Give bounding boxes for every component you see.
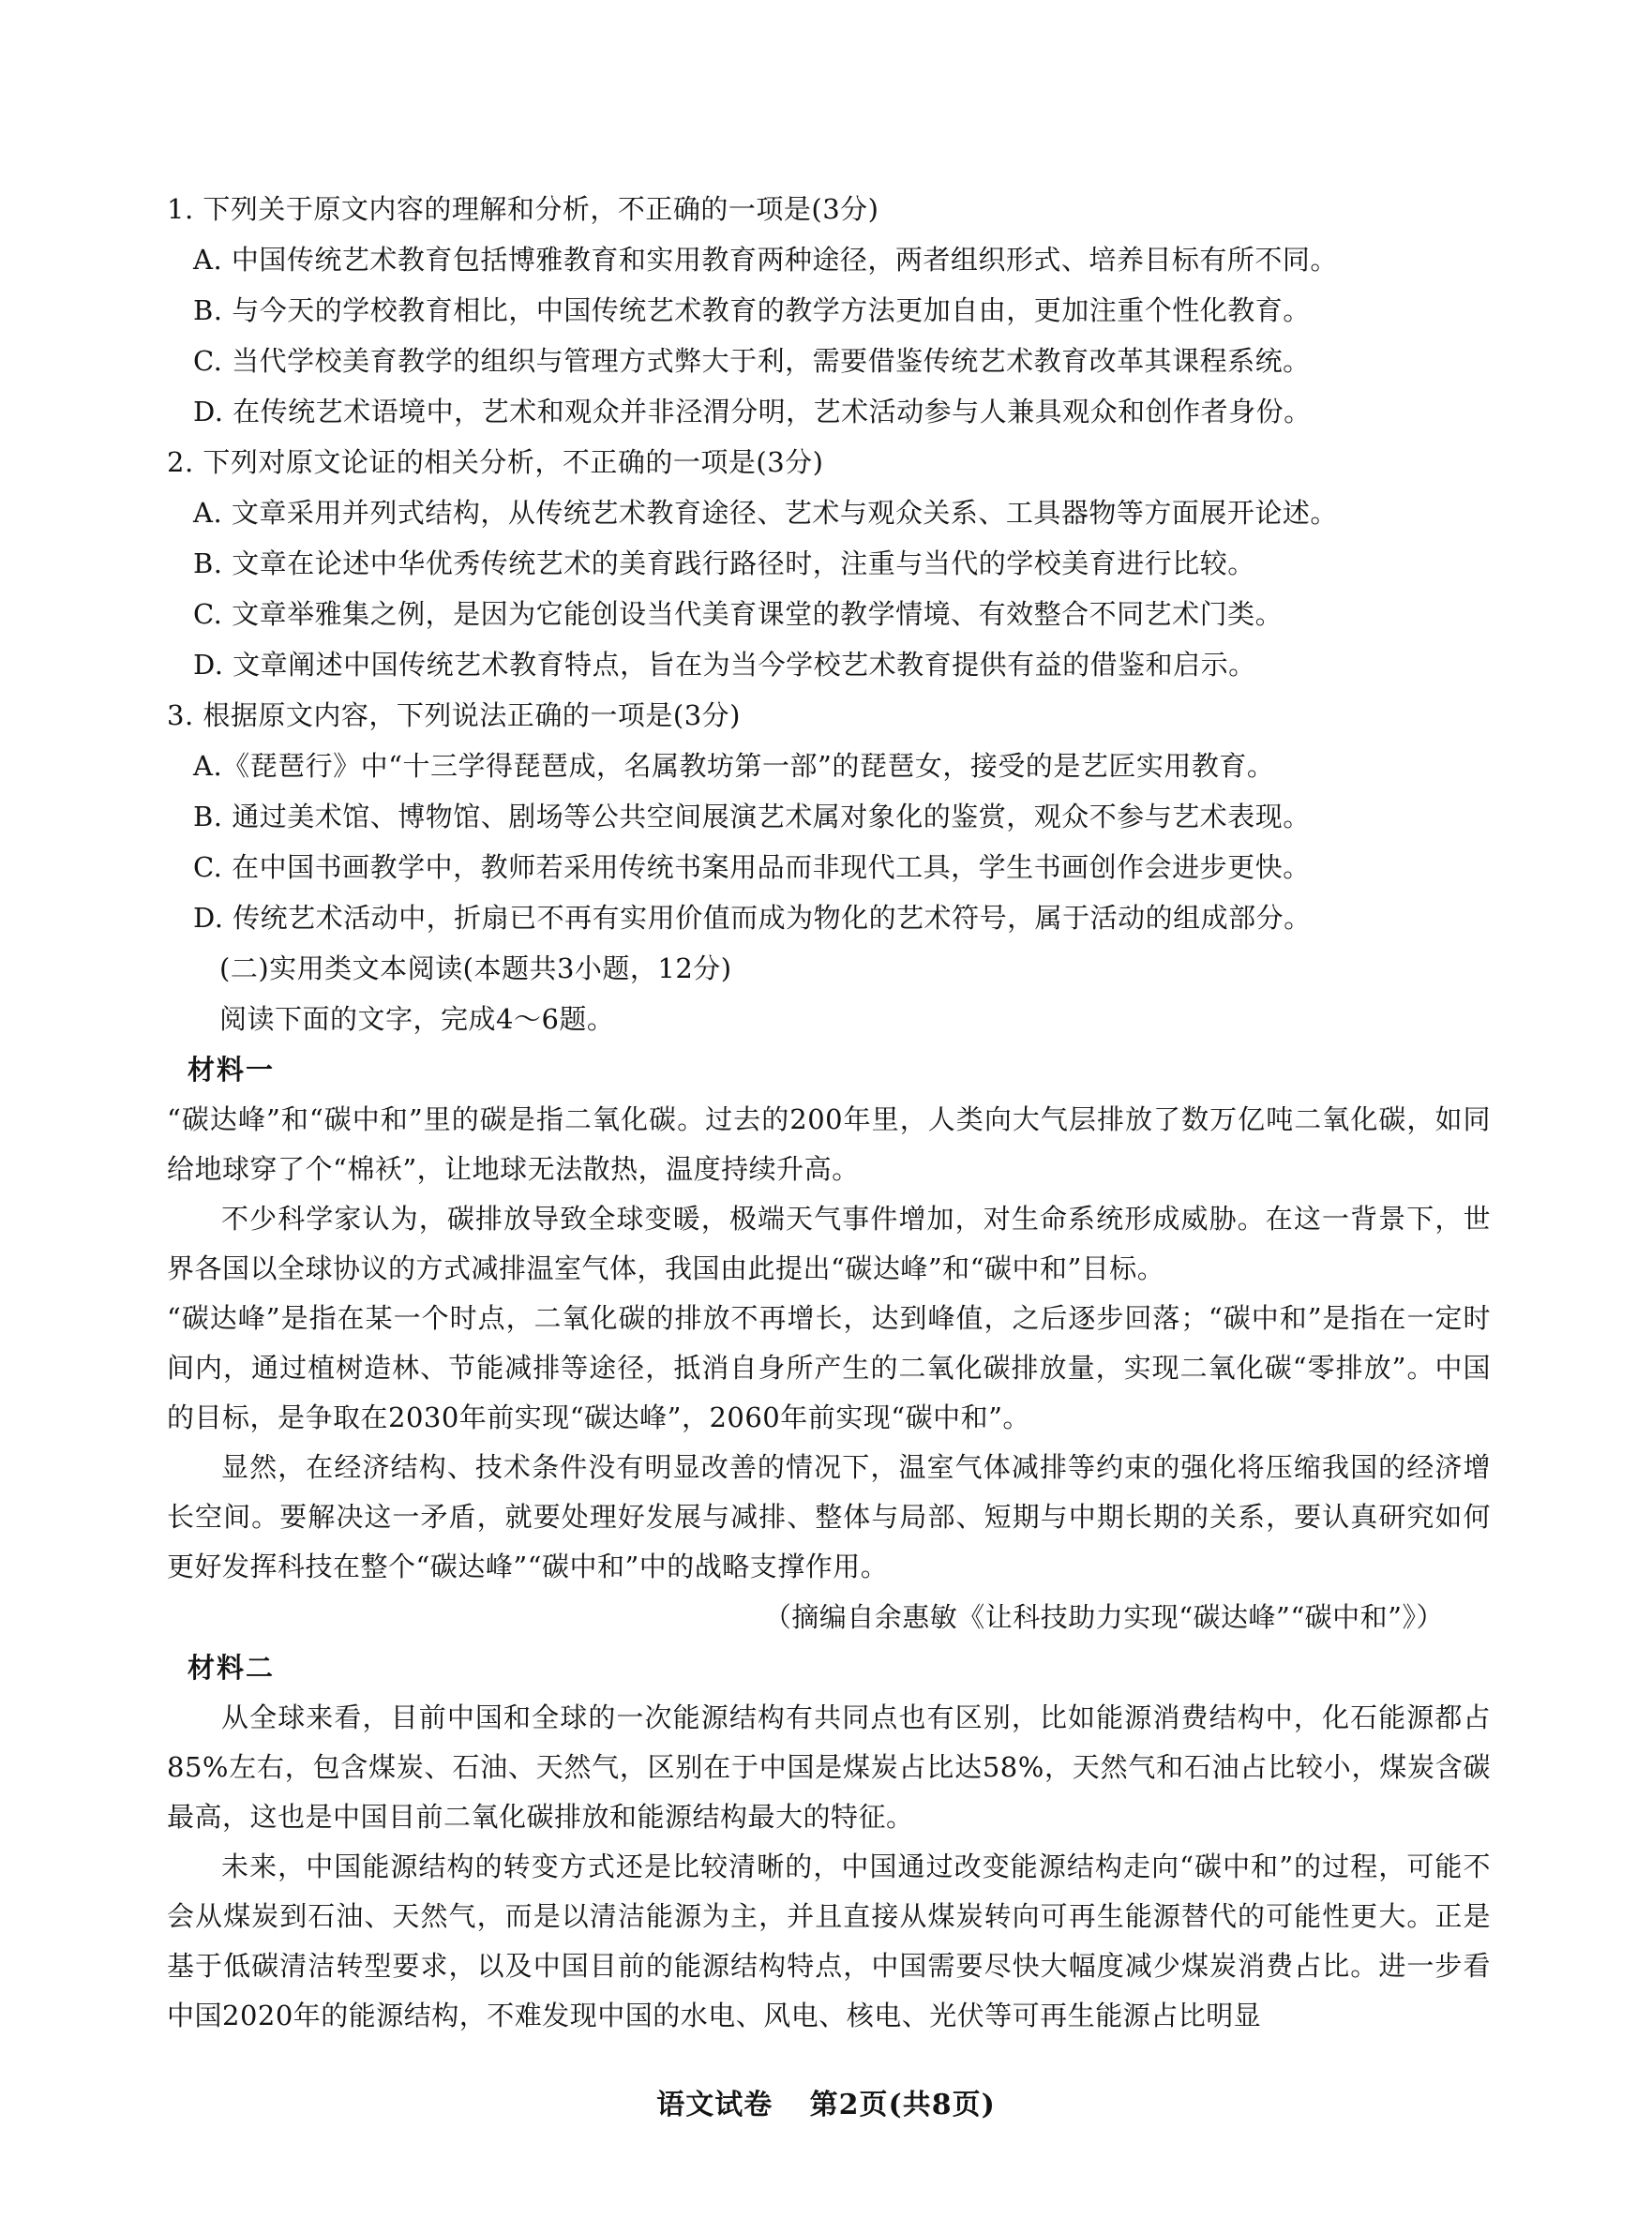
question-1-stem: 1. 下列关于原文内容的理解和分析，不正确的一项是(3分) xyxy=(167,193,879,225)
question-3-option-c: C. 在中国书画教学中，教师若采用传统书案用品而非现代工具，学生书画创作会进步更快。 xyxy=(193,851,1311,883)
material-1-title: 材料一 xyxy=(188,1054,276,1086)
section-instruction: 阅读下面的文字，完成4～6题。 xyxy=(219,1003,615,1035)
material-2-paragraph-1: 从全球来看，目前中国和全球的一次能源结构有共同点也有区别，比如能源消费结构中，化石能源都占85%左右，包含煤炭、石油、天然气，区别在于中国是煤炭占比达58%，天然气和石油占比较小，煤炭含碳最高，这也是中国目前二氧化碳排放和能源结构最大的特征。 xyxy=(167,1701,1491,1833)
question-3-option-a: A.《琵琶行》中“十三学得琵琶成，名属教坊第一部”的琵琶女，接受的是艺匠实用教育。 xyxy=(193,750,1275,782)
question-2-option-b: B. 文章在论述中华优秀传统艺术的美育践行路径时，注重与当代的学校美育进行比较。 xyxy=(193,547,1255,579)
section-title: (二)实用类文本阅读(本题共3小题，12分) xyxy=(219,952,732,984)
material-1-paragraph-3: “碳达峰”是指在某一个时点，二氧化碳的排放不再增长，达到峰值，之后逐步回落；“碳中和”是指在一定时间内，通过植树造林、节能减排等途径，抵消自身所产生的二氧化碳排放量，实现二氧化碳“零排放”。中国的目标，是争取在2030年前实现“碳达峰”，2060年前实现“碳中和”。 xyxy=(167,1302,1491,1433)
material-1-paragraph-2: 不少科学家认为，碳排放导致全球变暖，极端天气事件增加，对生命系统形成威胁。在这一背景下，世界各国以全球协议的方式减排温室气体，我国由此提出“碳达峰”和“碳中和”目标。 xyxy=(167,1203,1491,1284)
question-1-option-b: B. 与今天的学校教育相比，中国传统艺术教育的教学方法更加自由，更加注重个性化教育。 xyxy=(193,294,1311,326)
footer-page-number: 第2页(共8页) xyxy=(809,2089,996,2121)
question-2-stem: 2. 下列对原文论证的相关分析，不正确的一项是(3分) xyxy=(167,446,824,478)
question-3-option-b: B. 通过美术馆、博物馆、剧场等公共空间展演艺术属对象化的鉴赏，观众不参与艺术表现。 xyxy=(193,801,1311,832)
question-2-option-c: C. 文章举雅集之例，是因为它能创设当代美育课堂的教学情境、有效整合不同艺术门类。 xyxy=(193,598,1284,630)
question-3-option-d: D. 传统艺术活动中，折扇已不再有实用价值而成为物化的艺术符号，属于活动的组成部分。 xyxy=(193,902,1312,934)
question-2-option-d: D. 文章阐述中国传统艺术教育特点，旨在为当今学校艺术教育提供有益的借鉴和启示。 xyxy=(193,649,1256,681)
page-footer xyxy=(0,2081,1652,2122)
material-1-source: （摘编自余惠敏《让科技助力实现“碳达峰”“碳中和”》） xyxy=(763,1601,1444,1633)
page-content xyxy=(167,184,1491,2041)
question-2-option-a: A. 文章采用并列式结构，从传统艺术教育途径、艺术与观众关系、工具器物等方面展开论述。 xyxy=(193,497,1338,529)
question-1-option-c: C. 当代学校美育教学的组织与管理方式弊大于利，需要借鉴传统艺术教育改革其课程系统。 xyxy=(193,345,1311,377)
question-3-stem: 3. 根据原文内容，下列说法正确的一项是(3分) xyxy=(167,699,741,731)
material-1-paragraph-4: 显然，在经济结构、技术条件没有明显改善的情况下，温室气体减排等约束的强化将压缩我国的经济增长空间。要解决这一矛盾，就要处理好发展与减排、整体与局部、短期与中期长期的关系，要认真研究如何更好发挥科技在整个“碳达峰”“碳中和”中的战略支撑作用。 xyxy=(167,1451,1491,1582)
question-1-option-d: D. 在传统艺术语境中，艺术和观众并非泾渭分明，艺术活动参与人兼具观众和创作者身份。 xyxy=(193,396,1312,427)
material-2-paragraph-2: 未来，中国能源结构的转变方式还是比较清晰的，中国通过改变能源结构走向“碳中和”的过程，可能不会从煤炭到石油、天然气，而是以清洁能源为主，并且直接从煤炭转向可再生能源替代的可能性更大。正是基于低碳清洁转型要求，以及中国目前的能源结构特点，中国需要尽快大幅度减少煤炭消费占比。进一步看中国2020年的能源结构，不难发现中国的水电、风电、核电、光伏等可再生能源占比明显 xyxy=(167,1851,1491,2031)
question-1-option-a: A. 中国传统艺术教育包括博雅教育和实用教育两种途径，两者组织形式、培养目标有所不同。 xyxy=(193,244,1338,276)
footer-subject: 语文试卷 xyxy=(656,2089,773,2121)
material-2-title: 材料二 xyxy=(188,1652,276,1684)
material-1-paragraph-1: “碳达峰”和“碳中和”里的碳是指二氧化碳。过去的200年里，人类向大气层排放了数万亿吨二氧化碳，如同给地球穿了个“棉袄”，让地球无法散热，温度持续升高。 xyxy=(167,1103,1491,1185)
